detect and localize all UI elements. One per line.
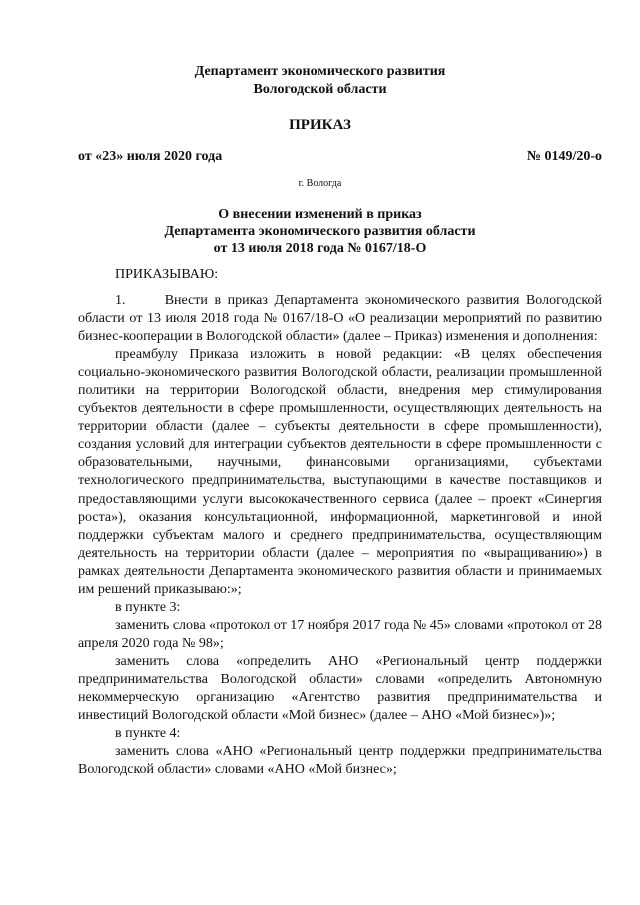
date-number-line (78, 149, 602, 165)
paragraph-ano-change: заменить слова «определить АНО «Региональный центр поддержки предпринимательства Вологодской области» словами «определить Автономную некоммерческую организацию «Агентство развития предпринимательства и инвестиций Вологодской области «Мой бизнес» (далее – АНО «Мой бизнес»)»; (78, 653, 602, 724)
subject-line2: Департамента экономического развития области (164, 224, 476, 239)
subject-line3: от 13 июля 2018 года № 0167/18-О (213, 241, 427, 256)
order-date: от «23» июля 2020 года (78, 149, 223, 164)
paragraph-point-4-change: заменить слова «АНО «Региональный центр поддержки предпринимательства Вологодской области» словами «АНО «Мой бизнес»; (78, 744, 602, 778)
department-name-line2: Вологодской области (253, 82, 387, 97)
paragraph-preamble: преамбулу Приказа изложить в новой редакции: «В целях обеспечения социально-экономического развития Вологодской области, реализации промышленной политики на территории Вологодской области, внедрения мер стимулирования субъектов деятельности в сфере промышленности, осуществляющих деятельность на территории области (далее – субъекты деятельности в сфере промышленности), создания условий для интеграции субъектов деятельности в сфере промышленности с образовательными, научными, финансовыми организациями, субъектами технологического предпринимательства, выступающими в качестве поставщиков и предоставляющими услуги высококачественного сервиса (далее – проект «Синергия роста»), оказания консультационной, информационной, маркетинговой и иной поддержки субъектам малого и среднего предпринимательства, осуществляющим деятельность на территории области (далее – мероприятия по «выращиванию») в рамках деятельности Департамента экономического развития области и принимаемых им решений приказываю:»; (78, 347, 602, 597)
order-keyword: ПРИКАЗЫВАЮ: (115, 267, 219, 282)
department-name-line1: Департамент экономического развития (194, 64, 446, 79)
paragraph-protocol-change: заменить слова «протокол от 17 ноября 2017 года № 45» словами «протокол от 28 апреля 2020 года № 98»; (78, 617, 602, 651)
order-number: № 0149/20-о (526, 149, 602, 164)
paragraph-point-3-heading: в пункте 3: (115, 599, 181, 615)
document-title: ПРИКАЗ (289, 117, 351, 133)
subject-line1: О внесении изменений в приказ (218, 207, 422, 222)
paragraph-point-4-heading: в пункте 4: (115, 726, 181, 742)
city-name: г. Вологда (298, 178, 342, 189)
paragraph-item-1: 1. Внести в приказ Департамента экономического развития Вологодской области от 13 июля 2018 года № 0167/18-О «О реализации мероприятий по развитию бизнес-кооперации в Вологодской области» (далее – Приказ) изменения и дополнения: (78, 293, 602, 345)
document-body (78, 292, 602, 779)
